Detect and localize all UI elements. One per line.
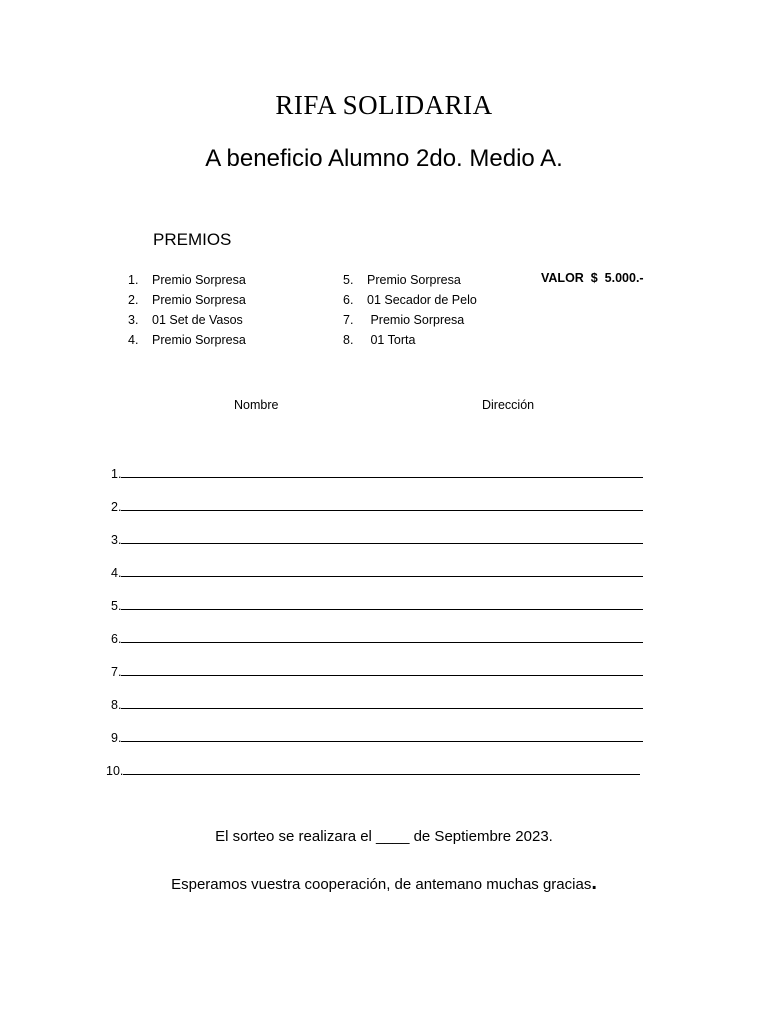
entry-blank[interactable] bbox=[121, 510, 643, 511]
entry-line[interactable] bbox=[111, 459, 643, 481]
entry-number: 9. bbox=[111, 731, 122, 745]
prize-number: 3. bbox=[128, 313, 139, 327]
prize-item bbox=[128, 331, 246, 351]
thanks-period: . bbox=[591, 872, 597, 894]
entry-line[interactable] bbox=[106, 756, 640, 778]
prize-text: 01 Secador de Pelo bbox=[367, 293, 477, 307]
entry-blank[interactable] bbox=[121, 609, 643, 610]
prize-number: 5. bbox=[343, 273, 354, 287]
entry-number: 4. bbox=[111, 566, 122, 580]
prize-number: 4. bbox=[128, 333, 139, 347]
prize-number: 7. bbox=[343, 313, 354, 327]
ticket-price: VALOR $ 5.000.- bbox=[541, 271, 644, 285]
prize-number: 1. bbox=[128, 273, 139, 287]
prize-text: Premio Sorpresa bbox=[152, 273, 246, 287]
entry-line[interactable] bbox=[111, 492, 643, 514]
prize-item bbox=[128, 311, 246, 331]
prize-list-right bbox=[343, 271, 477, 351]
prize-item bbox=[343, 311, 477, 331]
entry-blank[interactable] bbox=[121, 642, 643, 643]
entry-blank[interactable] bbox=[121, 543, 643, 544]
entry-number: 5. bbox=[111, 599, 122, 613]
prize-text: Premio Sorpresa bbox=[152, 333, 246, 347]
entry-line[interactable] bbox=[111, 624, 643, 646]
entry-blank[interactable] bbox=[121, 477, 643, 478]
prize-item bbox=[343, 331, 477, 351]
entry-line[interactable] bbox=[111, 558, 643, 580]
draw-date-note: El sorteo se realizara el ____ de Septiembre 2023. bbox=[215, 828, 553, 845]
entry-number: 10. bbox=[106, 764, 124, 778]
column-header-nombre: Nombre bbox=[234, 398, 279, 412]
entry-number: 3. bbox=[111, 533, 122, 547]
prize-item bbox=[128, 271, 246, 291]
prize-number: 2. bbox=[128, 293, 139, 307]
prize-text: Premio Sorpresa bbox=[152, 293, 246, 307]
entry-line[interactable] bbox=[111, 690, 643, 712]
entry-line[interactable] bbox=[111, 657, 643, 679]
column-header-direccion: Dirección bbox=[482, 398, 535, 412]
entry-line[interactable] bbox=[111, 525, 643, 547]
prize-text: Premio Sorpresa bbox=[367, 313, 465, 327]
prize-text: 01 Set de Vasos bbox=[152, 313, 243, 327]
thanks-text: Esperamos vuestra cooperación, de antemano muchas gracias bbox=[171, 876, 592, 893]
entry-blank[interactable] bbox=[121, 741, 643, 742]
prize-number: 6. bbox=[343, 293, 354, 307]
prize-item bbox=[343, 291, 477, 311]
prize-list-left bbox=[128, 271, 246, 351]
entry-number: 2. bbox=[111, 500, 122, 514]
prize-text: Premio Sorpresa bbox=[367, 273, 461, 287]
entry-number: 6. bbox=[111, 632, 122, 646]
thanks-note bbox=[0, 872, 768, 895]
document-subtitle: A beneficio Alumno 2do. Medio A. bbox=[205, 145, 563, 172]
entry-line[interactable] bbox=[111, 723, 643, 745]
entry-blank[interactable] bbox=[121, 675, 643, 676]
prize-number: 8. bbox=[343, 333, 354, 347]
entry-blank[interactable] bbox=[121, 576, 643, 577]
document-title: RIFA SOLIDARIA bbox=[275, 90, 493, 120]
prize-item bbox=[343, 271, 477, 291]
entry-line[interactable] bbox=[111, 591, 643, 613]
prize-text: 01 Torta bbox=[367, 333, 416, 347]
premios-heading: PREMIOS bbox=[153, 230, 232, 249]
entry-number: 8. bbox=[111, 698, 122, 712]
entry-blank[interactable] bbox=[121, 708, 643, 709]
entry-number: 7. bbox=[111, 665, 122, 679]
entry-number: 1. bbox=[111, 467, 122, 481]
entry-blank[interactable] bbox=[123, 774, 640, 775]
prize-item bbox=[128, 291, 246, 311]
